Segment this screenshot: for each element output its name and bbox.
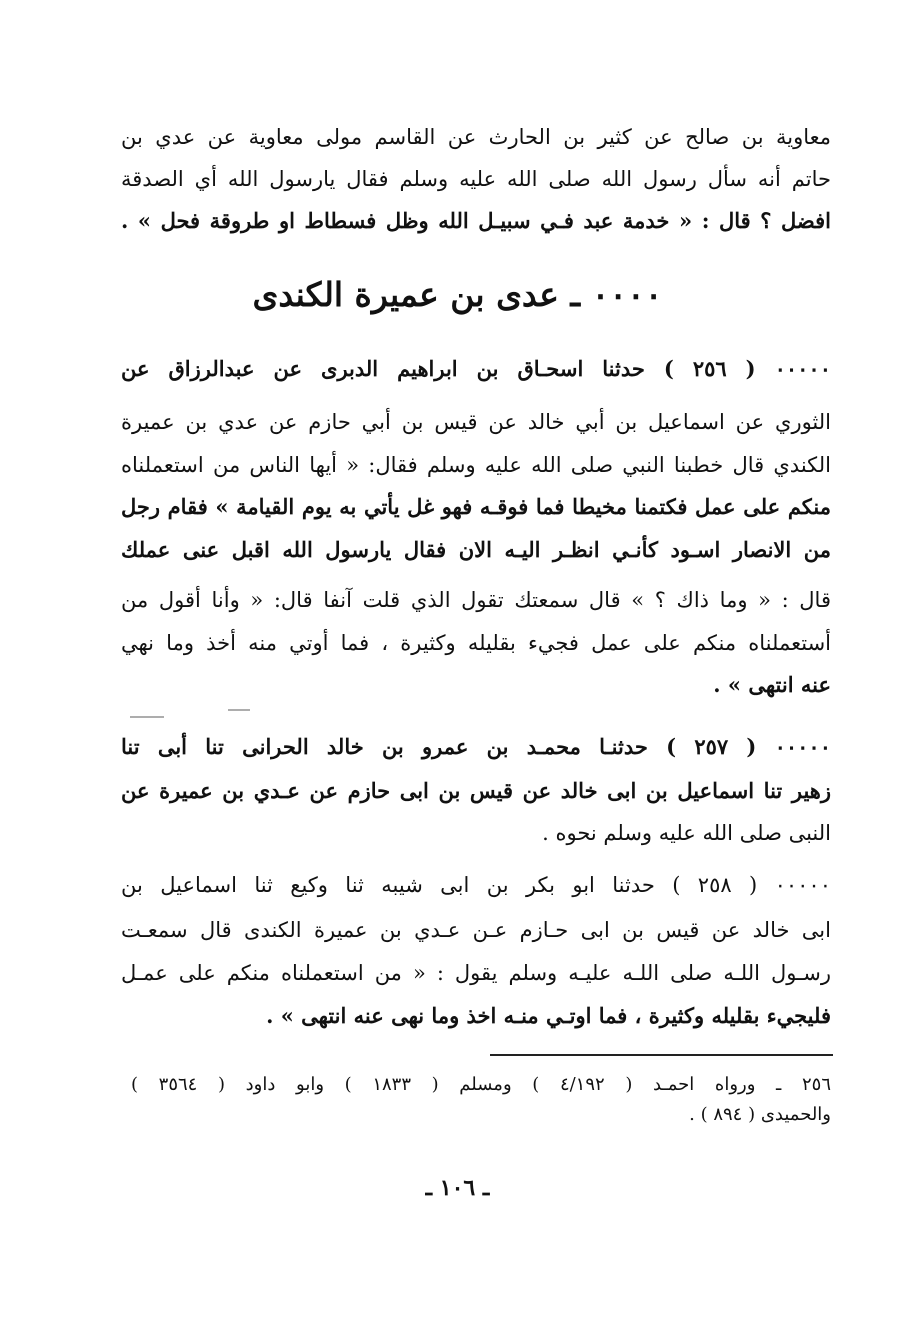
scan-speck xyxy=(228,709,250,711)
page-number: ـ ١٠٦ ـ xyxy=(425,1175,490,1201)
footnote-divider xyxy=(490,1054,833,1056)
hadith-256-line-7: أستعملناه منكم على عمل فجيء بقليله وكثيرة ، فما أوتي منه أخذ وما نهي xyxy=(121,631,831,655)
hadith-256-line-1: ٠٠٠٠٠ ( ٢٥٦ ) حدثنا اسحـاق بن ابراهيم الدبرى عن عبدالرزاق عن xyxy=(121,356,831,381)
paragraph-top-line-1: معاوية بن صالح عن كثير بن الحارث عن القاسم مولى معاوية عن عدي بن xyxy=(121,125,831,149)
paragraph-top-line-2: حاتم أنه سأل رسول الله صلى الله عليه وسلم فقال يارسول الله أي الصدقة xyxy=(121,167,831,191)
hadith-257-line-3: النبى صلى الله عليه وسلم نحوه . xyxy=(542,821,831,845)
section-heading: ٠٠٠٠ ـ عدى بن عميرة الكندى xyxy=(252,275,663,314)
scan-speck xyxy=(130,716,164,718)
hadith-258-line-2: ابى خالد عن قيس بن ابى حـازم عـن عـدي بن عميرة الكندى قال سمعـت xyxy=(121,918,831,942)
hadith-256-line-4: منكم على عمل فكتمنا مخيطا فما فوقـه فهو غل يأتي به يوم القيامة » فقام رجل xyxy=(121,494,831,519)
paragraph-top-line-3: افضل ؟ قال : « خدمة عبد فـي سبيـل الله وظل فسطاط او طروقة فحل » . xyxy=(121,208,831,233)
footnote-line-1: ٢٥٦ ـ ورواه احمـد ( ٤/١٩٢ ) ومسلم ( ١٨٣٣ ) وابو داود ( ٣٥٦٤ ) xyxy=(131,1074,831,1095)
footnote-line-2: والحميدى ( ٨٩٤ ) . xyxy=(689,1104,831,1125)
hadith-258-line-1: ٠٠٠٠٠ ( ٢٥٨ ) حدثنا ابو بكر بن ابى شيبه ثنا وكيع ثنا اسماعيل بن xyxy=(121,873,831,897)
hadith-256-line-3: الكندي قال خطبنا النبي صلى الله عليه وسلم فقال: « أيها الناس من استعملناه xyxy=(121,453,831,477)
hadith-256-line-2: الثوري عن اسماعيل بن أبي خالد عن قيس بن أبي حازم عن عدي بن عميرة xyxy=(121,410,831,434)
hadith-256-line-6: قال : « وما ذاك ؟ » قال سمعتك تقول الذي قلت آنفا قال: « وأنا أقول من xyxy=(121,588,831,612)
hadith-257-line-1: ٠٠٠٠٠ ( ٢٥٧ ) حدثنـا محمـد بن عمرو بن خالد الحرانى تنا أبى تنا xyxy=(121,734,831,759)
hadith-258-line-3: رسـول اللـه صلى اللـه عليـه وسلم يقول : « من استعملناه منكم على عمـل xyxy=(121,961,831,985)
hadith-256-line-8: عنه انتهى » . xyxy=(713,672,831,697)
hadith-257-line-2: زهير تنا اسماعيل بن ابى خالد عن قيس بن ابى حازم عن عـدي بن عميرة عن xyxy=(121,778,831,803)
hadith-258-line-4: فليجيء بقليله وكثيرة ، فما اوتـي منـه اخذ وما نهى عنه انتهى » . xyxy=(266,1003,831,1028)
hadith-256-line-5: من الانصار اسـود كأنـي انظـر اليـه الان فقال يارسول الله اقبل عنى عملك xyxy=(121,537,831,562)
